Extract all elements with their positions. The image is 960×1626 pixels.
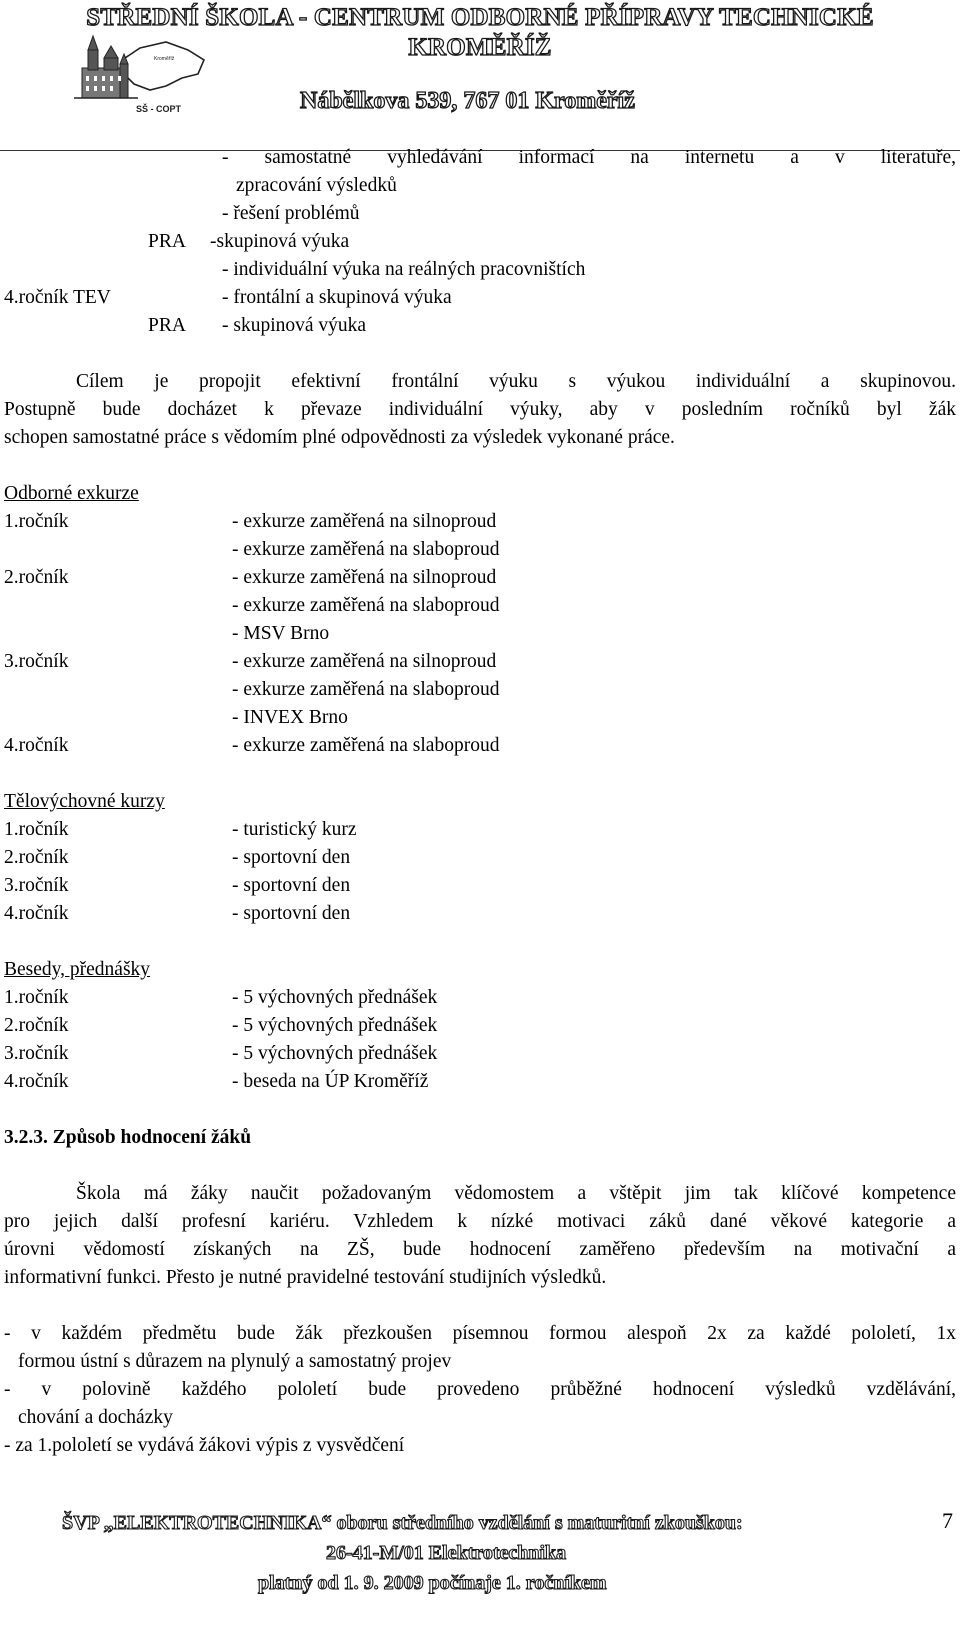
list-item: - turistický kurz [232,819,357,840]
assessment-p1-line-1: Škola má žáky naučit požadovaným vědomostem a vštěpit jim tak klíčové kompetence [76,1183,956,1204]
list-item: - exkurze zaměřená na slaboproud [232,679,500,700]
school-logo [70,20,220,120]
list-item: - 5 výchovných přednášek [232,987,438,1008]
sports-heading: Tělovýchovné kurzy [4,791,165,812]
assessment-p1-line-3: úrovni vědomostí získaných na ZŠ, bude hodnocení zaměřeno především na motivační a [4,1239,956,1260]
list-item: - exkurze zaměřená na slaboproud [232,595,500,616]
list-item: - MSV Brno [232,623,330,644]
assessment-p1-line-4: informativní funkci. Přesto je nutné pravidelné testování studijních výsledků. [4,1267,607,1288]
methods-line-3: - řešení problémů [222,203,360,224]
list-item: - exkurze zaměřená na silnoproud [232,567,497,588]
excursions-heading: Odborné exkurze [4,483,139,504]
year-label: 4.ročník [4,735,69,756]
methods-pra-label-1: PRA [148,231,186,252]
year-label: 2.ročník [4,567,69,588]
methods-line-6: - frontální a skupinová výuka [222,287,452,308]
list-item: - exkurze zaměřená na slaboproud [232,539,500,560]
year-label: 2.ročník [4,847,69,868]
logo-map-label: Kroměříž [154,56,175,62]
assessment-p1-line-2: pro jejich další profesní kariéru. Vzhledem k nízké motivaci záků dané věkové kategorie a [4,1211,956,1232]
list-item: - 5 výchovných přednášek [232,1015,438,1036]
methods-pra-label-2: PRA [148,315,186,336]
list-item: - sportovní den [232,847,351,868]
footer-field-line: 26-41-M/01 Elektrotechnika [326,1542,567,1564]
goal-line-2: Postupně bude docházet k převaze individuální výuky, aby v posledním ročníků byl žák [4,399,956,420]
methods-year-label: 4.ročník TEV [4,287,111,308]
logo-label: SŠ - COPT [136,104,182,114]
assessment-bullet-1-line-2: formou ústní s důrazem na plynulý a samostatný projev [18,1351,452,1372]
list-item: - 5 výchovných přednášek [232,1043,438,1064]
header-address: Nábělkova 539, 767 01 Kroměříž [300,88,635,114]
year-label: 3.ročník [4,1043,69,1064]
assessment-bullet-1-line-1: - v každém předmětu bude žák přezkoušen písemnou formou alespoň 2x za každé pololetí, 1x [4,1323,956,1344]
methods-line-7: - skupinová výuka [222,315,367,336]
year-label: 1.ročník [4,511,69,532]
footer-program-line: ŠVP „ELEKTROTECHNIKA“ oboru středního vzdělání s maturitní zkouškou: [62,1512,743,1534]
lectures-heading: Besedy, přednášky [4,959,151,980]
list-item: - exkurze zaměřená na silnoproud [232,651,497,672]
assessment-bullet-2-line-1: - v polovině každého pololetí bude provedeno průběžné hodnocení výsledků vzdělávání, [4,1379,956,1400]
footer-validity-line: platný od 1. 9. 2009 počínaje 1. ročníkem [258,1572,607,1594]
year-label: 4.ročník [4,1071,69,1092]
list-item: - exkurze zaměřená na slaboproud [232,735,500,756]
list-item: - beseda na ÚP Kroměříž [232,1071,429,1092]
assessment-bullet-3: - za 1.pololetí se vydává žákovi výpis z vysvědčení [4,1435,405,1456]
goal-line-3: schopen samostatné práce s vědomím plné odpovědnosti za výsledek vykonané práce. [4,427,675,448]
list-item: - sportovní den [232,903,351,924]
year-label: 3.ročník [4,875,69,896]
list-item: - INVEX Brno [232,707,348,728]
header-school-name: STŘEDNÍ ŠKOLA - CENTRUM ODBORNÉ PŘÍPRAVY TECHNICKÉ [86,4,874,31]
year-label: 2.ročník [4,1015,69,1036]
methods-line-5: - individuální výuka na reálných pracovništích [222,259,586,280]
page-number: 7 [942,1508,953,1533]
year-label: 1.ročník [4,987,69,1008]
list-item: - exkurze zaměřená na silnoproud [232,511,497,532]
assessment-bullet-2-line-2: chování a docházky [18,1407,173,1428]
goal-line-1: Cílem je propojit efektivní frontální výuku s výukou individuální a skupinovou. [76,371,956,392]
methods-line-4: -skupinová výuka [210,231,350,252]
assessment-heading: 3.2.3. Způsob hodnocení žáků [4,1127,252,1148]
year-label: 4.ročník [4,903,69,924]
methods-line-2: zpracování výsledků [236,175,397,196]
list-item: - sportovní den [232,875,351,896]
year-label: 3.ročník [4,651,69,672]
year-label: 1.ročník [4,819,69,840]
header-city: KROMĚŘÍŽ [408,34,552,61]
methods-line-1: - samostatné vyhledávání informací na internetu a v literatuře, [222,147,956,168]
